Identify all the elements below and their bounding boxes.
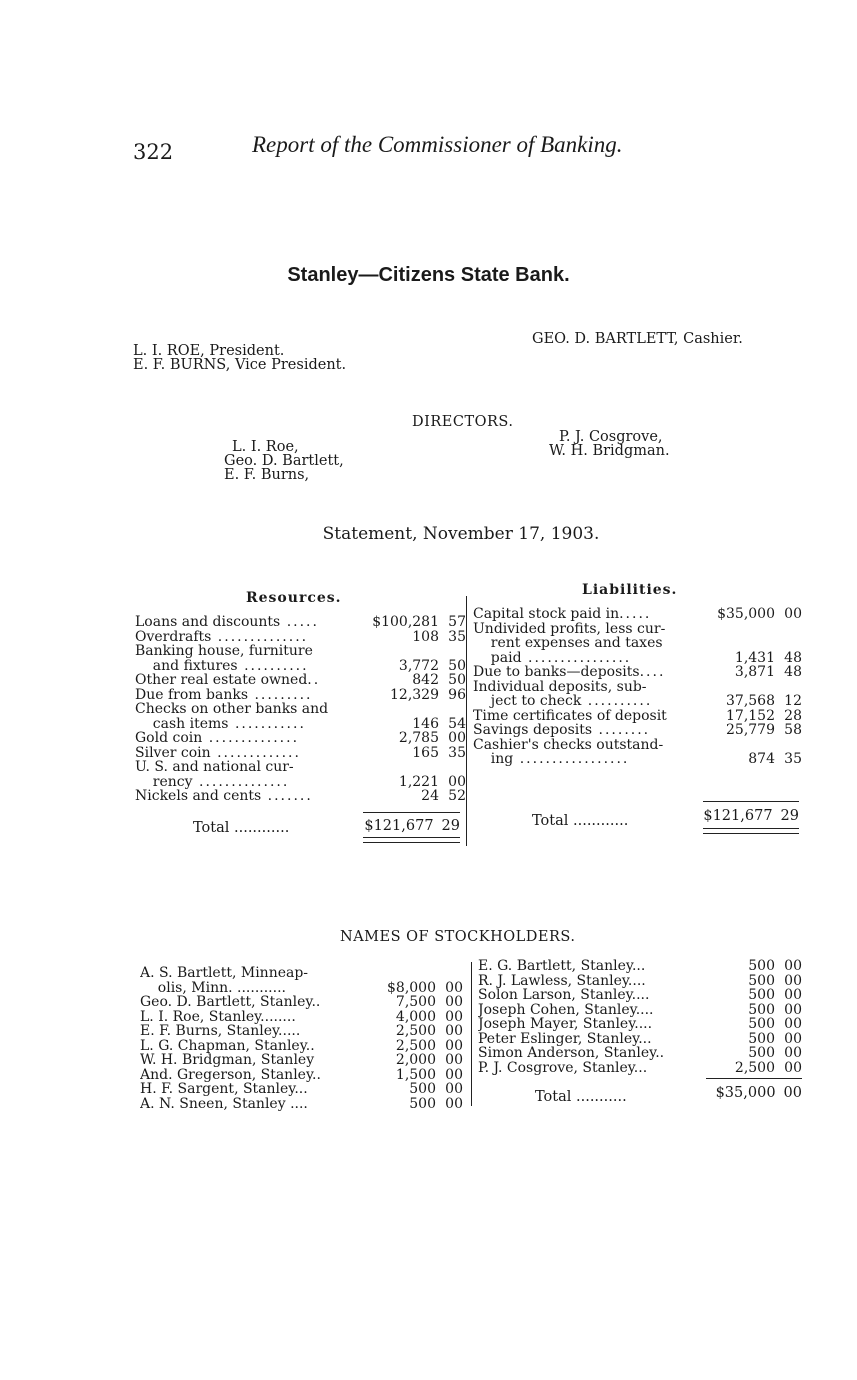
liabilities-row bbox=[473, 752, 802, 767]
running-title: Report of the Commissioner of Banking. bbox=[252, 132, 623, 157]
resources-dollars: 12,329 bbox=[390, 686, 439, 703]
liabilities-label: paid bbox=[473, 650, 522, 665]
liabilities-leader-dots: .... bbox=[639, 665, 666, 680]
liabilities-leader-dots: .......... bbox=[581, 694, 653, 709]
stockholder-row bbox=[478, 1032, 802, 1047]
resources-cents: 57 bbox=[448, 614, 466, 630]
director-right-1: P. J. Cosgrove, bbox=[559, 429, 663, 445]
liabilities-cents bbox=[775, 636, 802, 651]
stockholder-row bbox=[140, 1097, 463, 1112]
stockholder-row bbox=[140, 1053, 463, 1068]
liabilities-dollars: 874 bbox=[748, 751, 775, 767]
liabilities-row bbox=[473, 636, 802, 651]
resources-leader-dots: ....... bbox=[261, 789, 313, 804]
stockholder-row bbox=[478, 1003, 802, 1018]
stockholder-cents: 00 bbox=[784, 1059, 802, 1076]
stockholder-cents: 00 bbox=[445, 1081, 463, 1097]
liabilities-row bbox=[473, 622, 802, 637]
liabilities-row bbox=[473, 651, 802, 666]
resources-leader-dots: .............. bbox=[192, 774, 290, 789]
resources-row bbox=[135, 688, 466, 703]
liabilities-cents bbox=[775, 622, 802, 637]
stockholder-row bbox=[140, 1039, 463, 1054]
resources-leader-dots: ............. bbox=[210, 745, 301, 760]
stockholder-cents: 00 bbox=[784, 958, 802, 974]
resources-dollars bbox=[357, 702, 439, 717]
resources-label: and fixtures bbox=[135, 658, 238, 673]
resources-cents bbox=[439, 644, 466, 659]
stockholder-label: Peter Eslinger, Stanley... bbox=[478, 1031, 652, 1046]
resources-heading: Resources. bbox=[246, 590, 342, 606]
resources-cents bbox=[439, 702, 466, 717]
resources-label: Loans and discounts bbox=[135, 615, 281, 630]
resources-row bbox=[135, 659, 466, 674]
bank-title: Stanley—Citizens State Bank. bbox=[287, 264, 570, 286]
stockholder-dollars: 2,500 bbox=[395, 1037, 436, 1054]
resources-dollars: $100,281 bbox=[372, 614, 439, 630]
stockholder-cents: 00 bbox=[784, 1030, 802, 1047]
stockholder-label: E. G. Bartlett, Stanley... bbox=[478, 959, 646, 974]
liabilities-cents bbox=[775, 680, 802, 695]
liabilities-cents: 58 bbox=[784, 722, 802, 738]
resources-dollars: 108 bbox=[412, 628, 439, 645]
resources-dollars: 146 bbox=[412, 715, 439, 732]
stockholder-row bbox=[478, 1017, 802, 1032]
stockholder-row bbox=[140, 1024, 463, 1039]
stockholder-cents: 00 bbox=[784, 1016, 802, 1032]
stockholder-row bbox=[478, 1046, 802, 1061]
stockholder-row bbox=[478, 1061, 802, 1076]
stockholder-cents: 00 bbox=[445, 1066, 463, 1083]
resources-row bbox=[135, 630, 466, 645]
director-right-2: W. H. Bridgman. bbox=[549, 443, 670, 459]
resources-leader-dots: ......... bbox=[248, 687, 313, 702]
stockholder-dollars: 7,500 bbox=[395, 994, 436, 1010]
stockholder-dollars: 500 bbox=[748, 958, 775, 974]
stockholder-dollars: 500 bbox=[748, 972, 775, 989]
stockholder-label: P. J. Cosgrove, Stanley... bbox=[478, 1060, 648, 1075]
stockholders-right-table bbox=[478, 959, 802, 1075]
stockholder-label: Solon Larson, Stanley.... bbox=[478, 988, 650, 1003]
stockholders-total-amount: $35,000 00 bbox=[715, 1085, 802, 1101]
liabilities-dollars bbox=[698, 622, 775, 637]
resources-label: Gold coin bbox=[135, 731, 203, 746]
stockholder-dollars: 500 bbox=[748, 987, 775, 1003]
resources-leader-dots: .......... bbox=[237, 658, 309, 673]
resources-label: Banking house, furniture bbox=[135, 644, 313, 659]
liabilities-label: Due to banks—deposits bbox=[473, 665, 640, 680]
resources-row bbox=[135, 775, 466, 790]
stockholder-dollars: 1,500 bbox=[395, 1066, 436, 1083]
stockholder-cents: 00 bbox=[445, 1052, 463, 1068]
statement-column-divider bbox=[466, 596, 467, 846]
stockholder-dollars: 500 bbox=[409, 1081, 436, 1097]
stockholder-label: A. N. Sneen, Stanley .... bbox=[140, 1096, 308, 1111]
resources-row bbox=[135, 731, 466, 746]
liabilities-table bbox=[473, 607, 802, 767]
stockholder-cents: 00 bbox=[445, 994, 463, 1010]
resources-cents: 52 bbox=[448, 788, 466, 804]
stockholder-cents: 00 bbox=[445, 1023, 463, 1039]
officer-cashier: GEO. D. BARTLETT, Cashier. bbox=[532, 331, 743, 347]
resources-subtotal-rule bbox=[363, 812, 460, 813]
resources-dollars: 3,772 bbox=[398, 657, 439, 674]
liabilities-label: Individual deposits, sub- bbox=[473, 679, 647, 694]
stockholder-cents: 00 bbox=[445, 1037, 463, 1054]
resources-leader-dots: .............. bbox=[202, 731, 300, 746]
stockholder-row bbox=[140, 981, 463, 996]
stockholder-label: E. F. Burns, Stanley..... bbox=[140, 1024, 301, 1039]
liabilities-total-amount: $121,677 29 bbox=[703, 808, 799, 824]
stockholder-label: Joseph Cohen, Stanley.... bbox=[478, 1002, 654, 1017]
stockholders-left-table bbox=[140, 966, 463, 1111]
resources-cents: 96 bbox=[448, 686, 466, 703]
resources-leader-dots: .. bbox=[307, 673, 321, 688]
stockholder-dollars: 2,500 bbox=[734, 1059, 775, 1076]
liabilities-dollars: 37,568 bbox=[726, 693, 775, 709]
stockholder-cents: 00 bbox=[784, 987, 802, 1003]
resources-cents: 35 bbox=[448, 628, 466, 645]
liabilities-label: Time certificates of deposit bbox=[473, 708, 667, 723]
liabilities-cents: 00 bbox=[784, 606, 802, 622]
liabilities-label: rent expenses and taxes bbox=[473, 636, 663, 651]
stockholders-heading: NAMES OF STOCKHOLDERS. bbox=[340, 929, 576, 945]
liabilities-label: Savings deposits bbox=[473, 723, 593, 738]
stockholder-dollars: 500 bbox=[748, 1016, 775, 1032]
stockholder-row bbox=[478, 959, 802, 974]
stockholder-dollars: 4,000 bbox=[395, 1008, 436, 1025]
liabilities-label: Cashier's checks outstand- bbox=[473, 737, 664, 752]
stockholder-label: And. Gregerson, Stanley.. bbox=[140, 1067, 321, 1082]
liabilities-row bbox=[473, 738, 802, 753]
resources-dollars: 2,785 bbox=[398, 730, 439, 746]
resources-total-double-rule bbox=[363, 837, 460, 843]
stockholder-dollars: 500 bbox=[748, 1045, 775, 1061]
stockholder-label: Geo. D. Bartlett, Stanley.. bbox=[140, 995, 321, 1010]
liabilities-row bbox=[473, 680, 802, 695]
resources-label: Overdrafts bbox=[135, 629, 212, 644]
resources-dollars bbox=[357, 760, 439, 775]
resources-dollars: 24 bbox=[421, 788, 439, 804]
resources-label: cash items bbox=[135, 716, 229, 731]
stockholder-row bbox=[140, 966, 463, 981]
liabilities-row bbox=[473, 665, 802, 680]
stockholder-row bbox=[140, 1068, 463, 1083]
liabilities-dollars: $35,000 bbox=[717, 606, 775, 622]
resources-dollars: 842 bbox=[412, 672, 439, 688]
resources-dollars bbox=[357, 644, 439, 659]
resources-cents: 50 bbox=[448, 672, 466, 688]
resources-leader-dots: ........... bbox=[228, 716, 306, 731]
stockholder-label: olis, Minn. ........... bbox=[140, 980, 286, 995]
stockholder-label: Simon Anderson, Stanley.. bbox=[478, 1046, 665, 1061]
resources-dollars: 165 bbox=[412, 744, 439, 761]
resources-label: rency bbox=[135, 774, 193, 789]
stockholders-total-rule bbox=[706, 1078, 802, 1079]
resources-row bbox=[135, 789, 466, 804]
liabilities-label: ject to check bbox=[473, 694, 582, 709]
stockholder-dollars bbox=[365, 966, 436, 981]
stockholder-dollars: 500 bbox=[748, 1001, 775, 1018]
resources-table bbox=[135, 615, 466, 804]
stockholder-row bbox=[478, 988, 802, 1003]
stockholders-column-divider bbox=[471, 962, 472, 1106]
resources-row bbox=[135, 717, 466, 732]
stockholders-total-label: Total ........... bbox=[535, 1089, 627, 1105]
liabilities-row bbox=[473, 723, 802, 738]
officer-vice-president: E. F. BURNS, Vice President. bbox=[133, 357, 347, 373]
resources-label: Checks on other banks and bbox=[135, 702, 329, 717]
stockholder-cents: 00 bbox=[784, 972, 802, 989]
resources-row bbox=[135, 746, 466, 761]
liabilities-cents: 48 bbox=[784, 649, 802, 666]
liabilities-row bbox=[473, 607, 802, 622]
officer-president: L. I. ROE, President. bbox=[133, 343, 285, 359]
stockholder-label: L. I. Roe, Stanley........ bbox=[140, 1009, 296, 1024]
resources-leader-dots: ..... bbox=[280, 615, 319, 630]
resources-total-label: Total ............ bbox=[193, 820, 290, 836]
resources-cents: 54 bbox=[448, 715, 466, 732]
director-left-2: Geo. D. Bartlett, bbox=[224, 453, 344, 469]
liabilities-dollars: 17,152 bbox=[726, 707, 775, 724]
liabilities-cents: 28 bbox=[784, 707, 802, 724]
resources-label: Due from banks bbox=[135, 687, 248, 702]
resources-label: Silver coin bbox=[135, 745, 211, 760]
resources-cents: 00 bbox=[448, 730, 466, 746]
liabilities-total-label: Total ............ bbox=[532, 813, 629, 829]
resources-cents: 00 bbox=[448, 773, 466, 790]
resources-dollars: 1,221 bbox=[398, 773, 439, 790]
liabilities-leader-dots: ................ bbox=[521, 650, 632, 665]
liabilities-cents: 35 bbox=[784, 751, 802, 767]
resources-label: Other real estate owned bbox=[135, 673, 308, 688]
resources-cents: 50 bbox=[448, 657, 466, 674]
liabilities-label: ing bbox=[473, 752, 514, 767]
resources-row bbox=[135, 615, 466, 630]
stockholder-cents: 00 bbox=[784, 1001, 802, 1018]
liabilities-heading: Liabilities. bbox=[582, 582, 678, 598]
liabilities-label: Undivided profits, less cur- bbox=[473, 621, 666, 636]
liabilities-row bbox=[473, 709, 802, 724]
stockholder-row bbox=[478, 974, 802, 989]
stockholder-label: L. G. Chapman, Stanley.. bbox=[140, 1038, 315, 1053]
resources-label: Nickels and cents bbox=[135, 789, 262, 804]
stockholder-label: R. J. Lawless, Stanley.... bbox=[478, 973, 646, 988]
resources-row bbox=[135, 673, 466, 688]
stockholder-label: Joseph Mayer, Stanley.... bbox=[478, 1017, 653, 1032]
directors-heading: DIRECTORS. bbox=[412, 414, 514, 430]
stockholder-dollars: $8,000 bbox=[387, 979, 436, 996]
liabilities-dollars bbox=[698, 680, 775, 695]
stockholder-dollars: 500 bbox=[409, 1095, 436, 1112]
director-left-1: L. I. Roe, bbox=[232, 439, 299, 455]
stockholder-dollars: 2,500 bbox=[395, 1023, 436, 1039]
resources-cents: 35 bbox=[448, 744, 466, 761]
liabilities-leader-dots: ........ bbox=[592, 723, 651, 738]
stockholder-cents: 00 bbox=[445, 1008, 463, 1025]
stockholder-label: W. H. Bridgman, Stanley bbox=[140, 1053, 315, 1068]
stockholder-cents: 00 bbox=[784, 1045, 802, 1061]
stockholder-label: A. S. Bartlett, Minneap- bbox=[140, 966, 309, 981]
page-number: 322 bbox=[133, 140, 174, 164]
statement-title: Statement, November 17, 1903. bbox=[322, 524, 600, 544]
resources-row bbox=[135, 760, 466, 775]
liabilities-label: Capital stock paid in bbox=[473, 607, 620, 622]
liabilities-dollars: 25,779 bbox=[726, 722, 775, 738]
liabilities-cents: 12 bbox=[784, 693, 802, 709]
stockholder-row bbox=[140, 995, 463, 1010]
resources-leader-dots: .............. bbox=[211, 629, 309, 644]
resources-row bbox=[135, 702, 466, 717]
liabilities-subtotal-rule bbox=[703, 801, 799, 802]
resources-label: U. S. and national cur- bbox=[135, 760, 294, 775]
liabilities-cents: 48 bbox=[784, 664, 802, 680]
liabilities-total-double-rule bbox=[703, 828, 799, 834]
resources-cents bbox=[439, 760, 466, 775]
liabilities-dollars bbox=[698, 738, 775, 753]
stockholder-cents: 00 bbox=[445, 1095, 463, 1112]
stockholder-dollars: 2,000 bbox=[395, 1052, 436, 1068]
stockholder-cents: 00 bbox=[445, 979, 463, 996]
liabilities-row bbox=[473, 694, 802, 709]
liabilities-dollars: 3,871 bbox=[734, 664, 775, 680]
stockholder-row bbox=[140, 1082, 463, 1097]
liabilities-dollars bbox=[698, 636, 775, 651]
stockholder-row bbox=[140, 1010, 463, 1025]
liabilities-cents bbox=[775, 738, 802, 753]
stockholder-label: H. F. Sargent, Stanley... bbox=[140, 1082, 308, 1097]
liabilities-leader-dots: ..... bbox=[619, 607, 652, 622]
liabilities-leader-dots: ................. bbox=[513, 752, 630, 767]
resources-row bbox=[135, 644, 466, 659]
stockholder-cents bbox=[436, 966, 463, 981]
stockholder-dollars: 500 bbox=[748, 1030, 775, 1047]
director-left-3: E. F. Burns, bbox=[224, 467, 310, 483]
resources-total-amount: $121,677 29 bbox=[364, 818, 460, 834]
liabilities-dollars: 1,431 bbox=[734, 649, 775, 666]
